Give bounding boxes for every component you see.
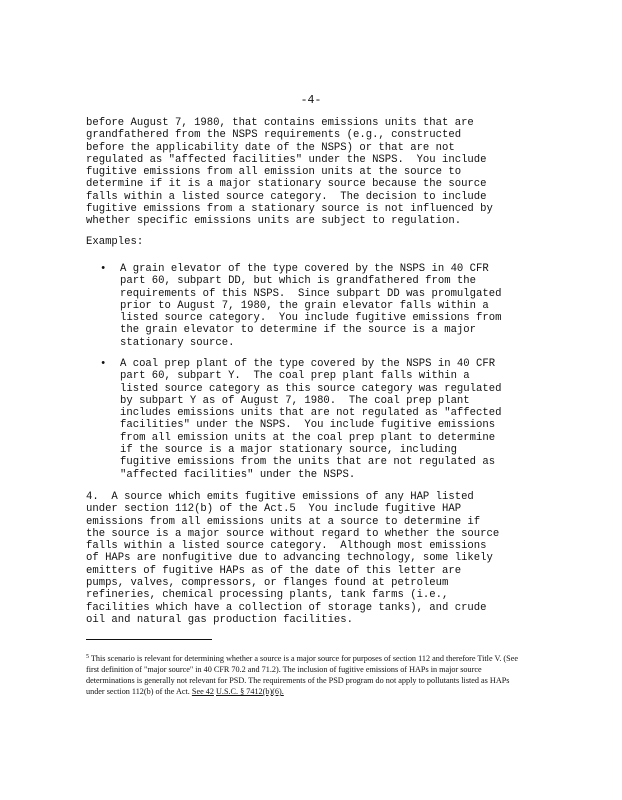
examples-heading: Examples: [86, 236, 144, 248]
footnote-citation: See 42 [191, 687, 214, 696]
bullet-marker: • [100, 263, 107, 275]
footnote [86, 652, 526, 697]
body-paragraph-continuation: before August 7, 1980, that contains emissions units that are grandfathered from the NSPS requirements (e.g., constructed before the applicability date of the NSPS) or that are not regulated as "affected facilities" under the NSPS. You include fugitive emissions from all emission units at the source to determine if it is a major stationary source because the source falls within a listed source category. The decision to include fugitive emissions from a stationary source is not influenced by whether specific emissions units are subject to regulation. [86, 117, 493, 228]
page-number: -4- [300, 94, 322, 107]
bullet-item-grain-elevator: A grain elevator of the type covered by the NSPS in 40 CFR part 60, subpart DD, but which is grandfathered from the requirements of this NSPS. Since subpart DD was promulgated prior to August 7, 1980, the grain elevator falls within a listed source category. You include fugitive emissions from the grain elevator to determine if the source is a major stationary source. [120, 263, 502, 349]
footnote-separator [86, 639, 212, 640]
footnote-number: 5 [86, 654, 89, 660]
numbered-paragraph-4: 4. A source which emits fugitive emissions of any HAP listed under section 112(b) of the Act.5 You include fugitive HAP emissions from all emissions units at a source to determine if the source is a major source without regard to whether the source falls within a listed source category. Although most emissions of HAPs are nonfugitive due to advancing technology, some likely emitters of fugitive HAPs as of the date of this letter are pumps, valves, compressors, or flanges found at petroleum refineries, chemical processing plants, tank farms (i.e., facilities which have a collection of storage tanks), and crude oil and natural gas production facilities. [86, 491, 500, 626]
bullet-item-coal-prep-plant: A coal prep plant of the type covered by the NSPS in 40 CFR part 60, subpart Y. The coal prep plant falls within a listed source category as this source category was regulated by subpart Y as of August 7, 1980. The coal prep plant includes emissions units that are not regulated as "affected facilities" under the NSPS. You include fugitive emissions from all emission units at the coal prep plant to determine if the source is a major stationary source, including fugitive emissions from the units that are not regulated as "affected facilities" under the NSPS. [120, 358, 502, 481]
bullet-marker: • [100, 358, 107, 370]
footnote-text: This scenario is relevant for determining whether a source is a major source for purposes of section 112 and therefore Title V. (See first definition of "major source" in 40 CFR 70.2 and 71.2). The inclusion of fugitive emissions of HAPs in major source determinations is generally not relevant for PSD. The requirements of the PSD program do not apply to pollutants listed as HAPs under section 112(b) of the Act. [86, 654, 518, 696]
footnote-citation-tail: U.S.C. § 7412(b)(6). [216, 687, 284, 696]
